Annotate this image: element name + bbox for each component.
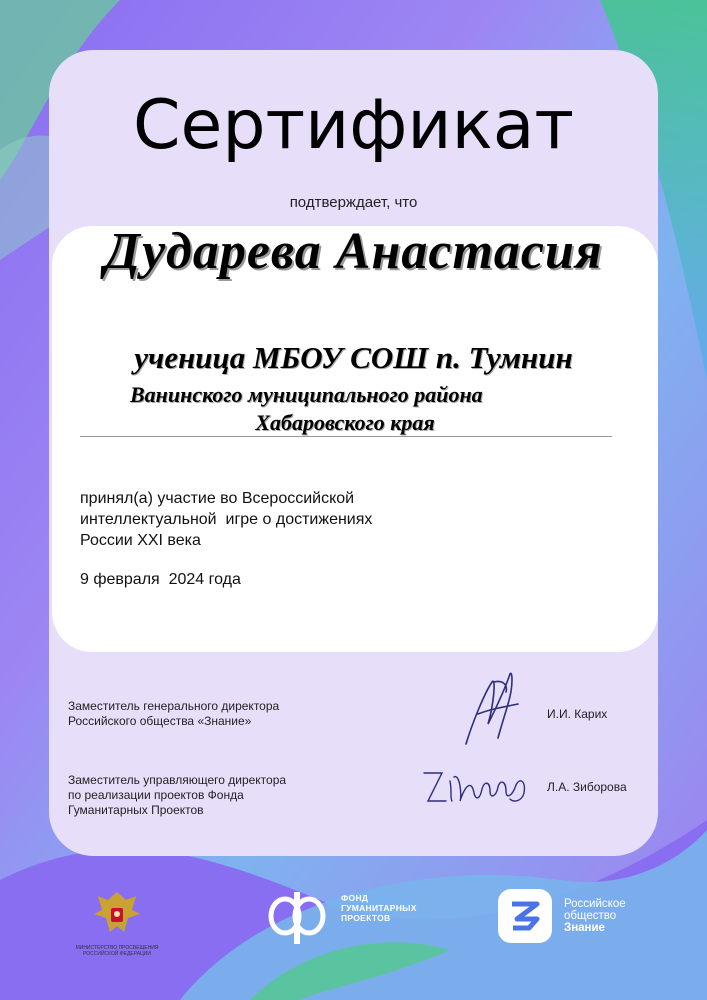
ministry-emblem-icon	[74, 888, 160, 938]
participation-line: интеллектуальной игре о достижениях	[80, 511, 373, 528]
participation-text	[80, 488, 372, 551]
participation-line: принял(а) участие во Всероссийской	[80, 490, 355, 507]
participation-line: России XXI века	[80, 532, 201, 549]
fund-logo-icon	[265, 890, 329, 946]
signatory-2-role: Заместитель управляющего директора по реализации проектов Фонда Гуманитарных Проектов	[68, 773, 287, 817]
event-date: 9 февраля 2024 года	[80, 571, 241, 588]
znanie-logo-icon	[497, 888, 553, 944]
confirms-text: подтверждает, что	[289, 194, 418, 211]
school-line-1: ученица МБОУ СОШ п. Тумнин	[134, 340, 573, 375]
signatory-2-name: Л.А. Зиборова	[547, 780, 627, 794]
signatory-1-name: И.И. Карих	[547, 707, 608, 721]
certificate-title: Сертификат	[133, 86, 574, 165]
signatory-1-role: Заместитель генерального директора Российского общества «Знание»	[68, 699, 280, 728]
ministry-logo: МИНИСТЕРСТВО ПРОСВЕЩЕНИЯ РОССИЙСКОЙ ФЕДЕРАЦИИ	[74, 888, 160, 957]
signature-1-image	[458, 664, 528, 752]
recipient-name: Дударева Анастасия	[104, 223, 603, 280]
signature-2-image	[420, 763, 532, 809]
divider	[80, 436, 612, 437]
school-line-3: Хабаровского края	[255, 410, 435, 435]
school-line-2: Ванинского муниципального района	[130, 382, 483, 407]
fund-logo-text: ФОНД ГУМАНИТАРНЫХ ПРОЕКТОВ	[341, 893, 417, 923]
znanie-logo-text: Российское общество Знание	[564, 898, 626, 934]
